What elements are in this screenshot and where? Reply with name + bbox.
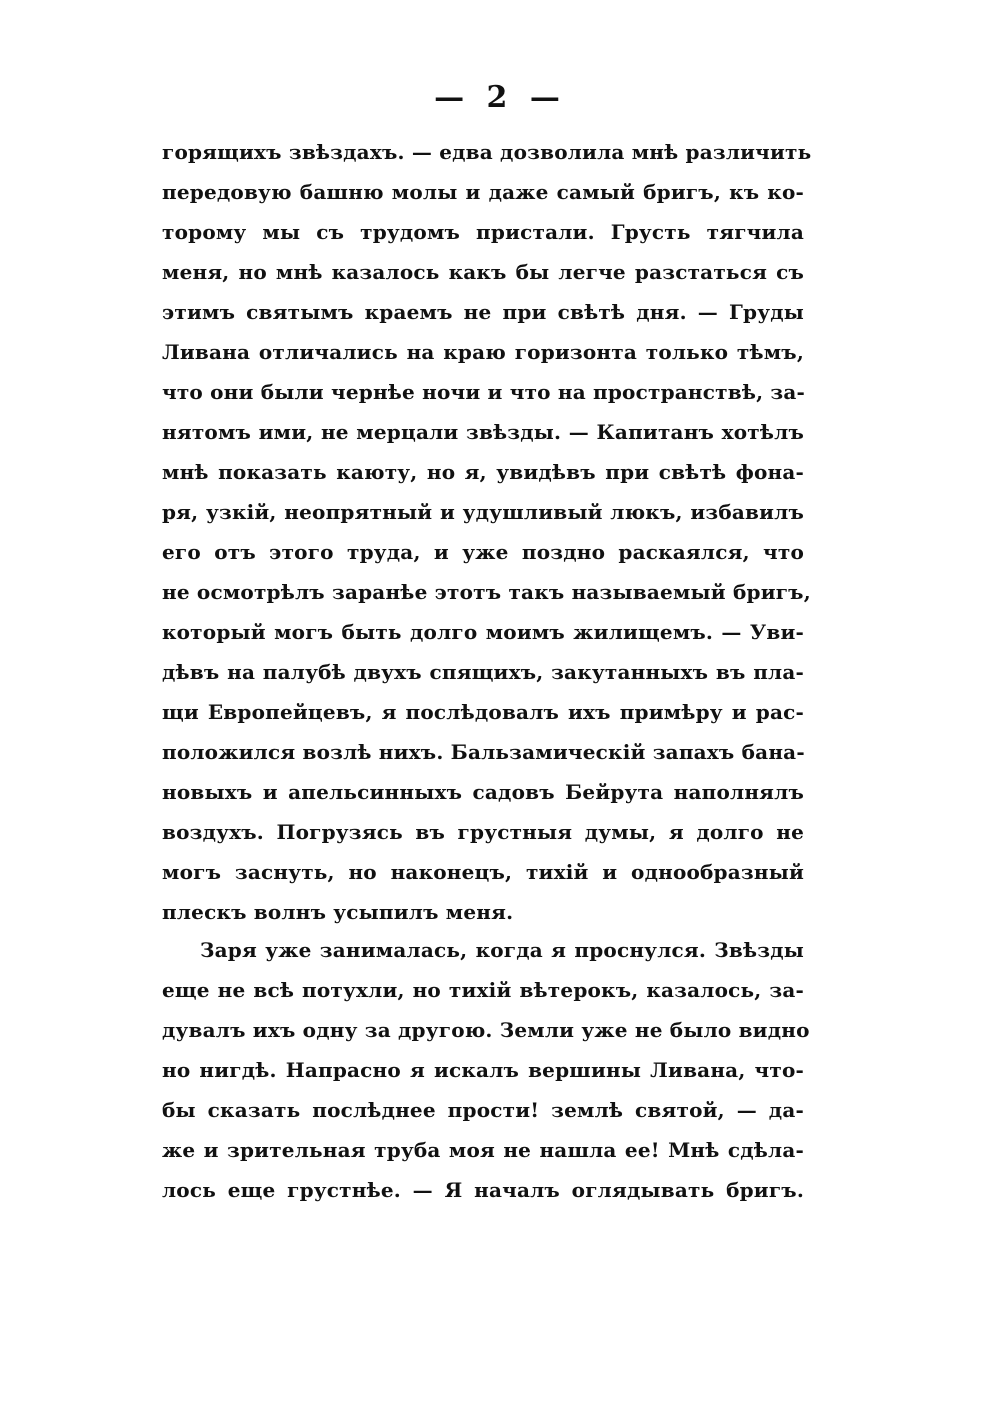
text-line: его отъ этого труда, и уже поздно раскаялся, что <box>162 540 804 564</box>
text-line: который могъ быть долго моимъ жилищемъ. — Уви- <box>162 620 804 644</box>
text-line: Ливана отличались на краю горизонта только тѣмъ, <box>162 340 804 364</box>
text-line: положился возлѣ нихъ. Бальзамическій запахъ бана- <box>162 740 805 764</box>
text-line: же и зрительная труба моя не нашла ее! Мнѣ сдѣла- <box>162 1138 804 1162</box>
text-line: торому мы съ трудомъ пристали. Грусть тягчила <box>162 220 804 244</box>
text-line: что они были чернѣе ночи и что на пространствѣ, за- <box>162 380 806 404</box>
text-line: новыхъ и апельсинныхъ садовъ Бейрута наполнялъ <box>162 780 804 804</box>
text-line: еще не всѣ потухли, но тихій вѣтерокъ, казалось, за- <box>162 978 804 1002</box>
text-line: бы сказать послѣднее прости! землѣ святой, — да- <box>162 1098 804 1122</box>
text-line: передовую башню молы и даже самый бригъ, къ ко- <box>162 180 804 204</box>
paragraph-2 <box>162 930 810 1210</box>
text-line: нятомъ ими, не мерцали звѣзды. — Капитанъ хотѣлъ <box>162 420 804 444</box>
text-line: но нигдѣ. Напрасно я искалъ вершины Ливана, что- <box>162 1058 804 1082</box>
text-line: дѣвъ на палубѣ двухъ спящихъ, закутанныхъ въ пла- <box>162 660 804 684</box>
text-line: воздухъ. Погрузясь въ грустныя думы, я долго не <box>162 820 804 844</box>
text-line: Заря уже занималась, когда я проснулся. Звѣзды <box>200 938 804 962</box>
text-line: меня, но мнѣ казалось какъ бы легче разстаться съ <box>162 260 804 284</box>
text-line: ря, узкій, неопрятный и удушливый люкъ, избавилъ <box>162 500 804 524</box>
text-line: дувалъ ихъ одну за другою. Земли уже не было видно <box>162 1018 810 1042</box>
text-line: могъ заснуть, но наконецъ, тихій и однообразный <box>162 860 804 884</box>
text-line: плескъ волнъ усыпилъ меня. <box>162 900 514 924</box>
text-line: лось еще грустнѣе. — Я началъ оглядывать бригъ. <box>162 1178 804 1202</box>
text-line: горящихъ звѣздахъ. — едва дозволила мнѣ различить <box>162 140 812 164</box>
text-line: щи Европейцевъ, я послѣдовалъ ихъ примѣру и рас- <box>162 700 804 724</box>
page-number: — 2 — <box>434 80 566 115</box>
text-line: не осмотрѣлъ заранѣе этотъ такъ называемый бригъ, <box>162 580 811 604</box>
paragraph-1 <box>162 132 812 932</box>
text-line: мнѣ показать каюту, но я, увидѣвъ при свѣтѣ фона- <box>162 460 804 484</box>
text-line: этимъ святымъ краемъ не при свѣтѣ дня. — Груды <box>162 300 804 324</box>
